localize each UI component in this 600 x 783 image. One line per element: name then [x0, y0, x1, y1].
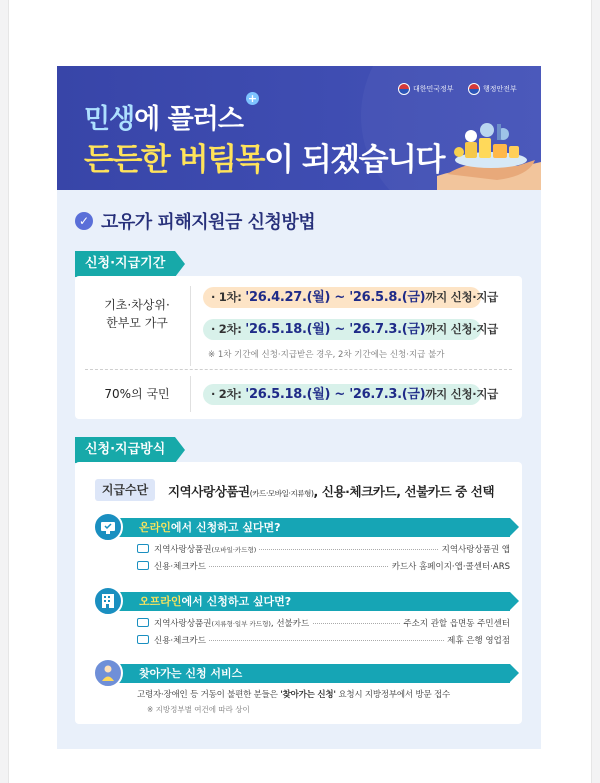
divider	[190, 376, 191, 412]
online-item-1	[137, 543, 510, 557]
banner-title-line1	[84, 97, 243, 136]
offline-bar	[115, 592, 510, 611]
means-small: (카드·모바일·지류형)	[249, 489, 314, 498]
voucher-icon	[137, 544, 149, 553]
voucher-icon	[137, 618, 149, 627]
gov-logo	[398, 83, 454, 95]
heading-title: 고유가 피해지원금 신청방법	[101, 212, 316, 233]
period-round1-pill	[203, 287, 498, 308]
means-text	[168, 482, 494, 500]
online-item-1-right: 지역사랑상품권 앱	[439, 543, 510, 555]
offline-title-rest: 에서 신청하고 싶다면?	[181, 595, 292, 608]
offline-item-2-left: 신용·체크카드	[154, 634, 209, 646]
monitor-glyph	[95, 514, 121, 540]
hand-with-goods-illustration	[437, 116, 541, 190]
means-rest: , 신용·체크카드, 선불카드 중 선택	[313, 484, 495, 499]
pill-dates: '26.4.27.(월) ~ '26.5.8.(금)	[245, 290, 426, 305]
offline-item-2-right: 제휴 은행 영업점	[444, 634, 510, 646]
online-item-2-right: 카드사 홈페이지·앱·콜센터·ARS	[389, 560, 510, 572]
ministry-logo-label: 행정안전부	[483, 85, 517, 93]
group1-label	[85, 296, 189, 332]
person-glyph	[95, 660, 121, 686]
card-icon	[137, 561, 149, 570]
item-left-text: 지역사랑상품권	[154, 619, 212, 629]
title-rest: 에 플러스	[134, 104, 243, 135]
means-main: 지역사랑상품권	[168, 484, 250, 499]
building-glyph	[95, 588, 121, 614]
notice-card	[57, 66, 541, 749]
visit-desc-b: '찾아가는 신청'	[280, 690, 336, 700]
divider	[190, 286, 191, 366]
title-highlight: 민생	[84, 104, 135, 135]
check-icon: ✓	[75, 212, 93, 230]
offline-item-1-left	[154, 617, 312, 629]
means-label: 지급수단	[95, 479, 155, 501]
online-item-2-left: 신용·체크카드	[154, 560, 209, 572]
pill-dates: '26.5.18.(월) ~ '26.7.3.(금)	[245, 322, 426, 337]
offline-title	[139, 592, 291, 611]
building-icon	[93, 586, 123, 616]
visit-bar	[115, 664, 510, 683]
ministry-logo	[468, 83, 517, 95]
visit-note: ※ 지방정부별 여건에 따라 상이	[147, 705, 250, 714]
card-icon	[137, 635, 149, 644]
banner-title-line2	[84, 134, 444, 179]
group1-label-line1: 기초·차상위·	[104, 298, 170, 312]
period-tag: 신청·지급기간	[75, 251, 175, 277]
visit-desc-c: 요청시 지방정부에서 방문 접수	[335, 690, 450, 700]
online-item-1-left	[154, 543, 259, 555]
pill-dates: '26.5.18.(월) ~ '26.7.3.(금)	[245, 387, 426, 402]
period-round2-pill	[203, 319, 498, 340]
taegeuk-icon	[468, 83, 480, 95]
gov-logo-label: 대한민국정부	[413, 85, 454, 93]
visit-title: 찾아가는 신청 서비스	[139, 667, 243, 680]
online-title-highlight: 온라인	[139, 521, 171, 534]
title2-rest: 이 되겠습니다	[263, 142, 444, 178]
pill-prefix: · 2차:	[211, 322, 246, 336]
visit-description	[137, 688, 450, 700]
online-bar	[115, 518, 510, 537]
item-left-text2: , 선불카드	[270, 619, 310, 629]
offline-title-highlight: 오프라인	[139, 595, 182, 608]
offline-item-1-right: 주소지 관할 읍면동 주민센터	[400, 617, 510, 629]
online-title	[139, 518, 281, 537]
header-banner	[57, 66, 541, 190]
group2-label: 70%의 국민	[104, 387, 170, 401]
offline-item-2	[137, 634, 510, 648]
period-group2-pill	[203, 384, 498, 405]
pill-suffix: 까지 신청·지급	[425, 322, 498, 336]
pill-prefix: · 1차:	[211, 290, 246, 304]
period-panel	[75, 276, 522, 419]
online-title-rest: 에서 신청하고 싶다면?	[170, 521, 281, 534]
method-panel	[75, 462, 522, 724]
period-note: ※ 1차 기간에 신청·지급받은 경우, 2차 기간에는 신청·지급 불가	[208, 350, 445, 360]
group1-label-line2: 한부모 가구	[106, 316, 168, 330]
pill-prefix: · 2차:	[211, 387, 246, 401]
plus-icon: +	[247, 92, 258, 105]
offline-item-1	[137, 617, 510, 631]
monitor-icon	[93, 512, 123, 542]
pill-suffix: 까지 신청·지급	[425, 387, 498, 401]
section-heading	[75, 208, 315, 234]
taegeuk-icon	[398, 83, 410, 95]
item-left-text: 지역사랑상품권	[154, 545, 212, 555]
dashed-divider	[85, 369, 512, 370]
title2-highlight: 든든한 버팀목	[84, 142, 264, 178]
item-left-small: (지류형·일부 카드형)	[211, 620, 271, 628]
person-icon	[93, 658, 123, 688]
method-tag: 신청·지급방식	[75, 437, 175, 463]
online-item-2	[137, 560, 510, 574]
visit-desc-a: 고령자·장애인 등 거동이 불편한 분들은	[137, 690, 281, 700]
item-left-small: (모바일·카드형)	[211, 546, 257, 554]
pill-suffix: 까지 신청·지급	[425, 290, 498, 304]
